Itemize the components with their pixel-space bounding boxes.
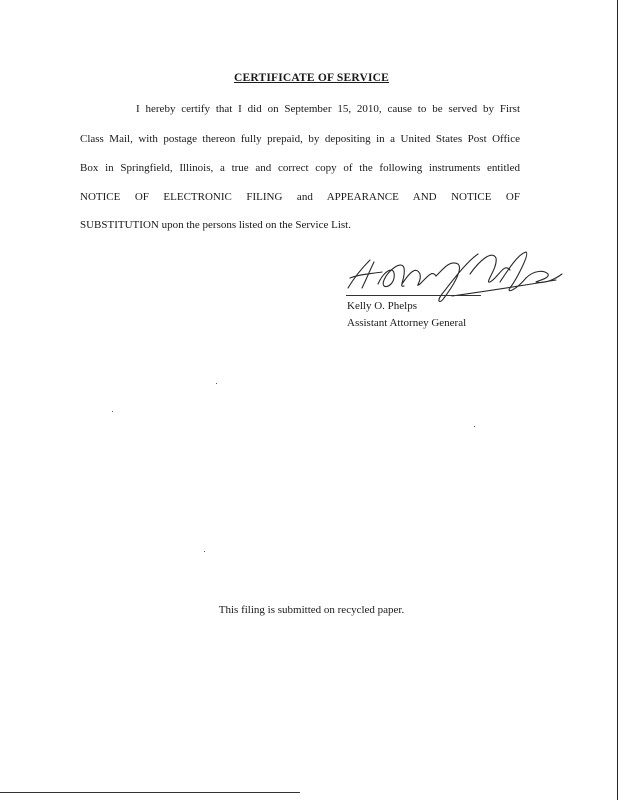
paragraph-line-1: I hereby certify that I did on September 15, 2010, cause to be served by First xyxy=(136,103,520,115)
scan-edge-right xyxy=(617,0,618,800)
paragraph-line-5: SUBSTITUTION upon the persons listed on the Service List. xyxy=(80,219,351,231)
signature-line xyxy=(346,295,481,296)
scan-speck xyxy=(216,383,217,384)
paragraph-line-3: Box in Springfield, Illinois, a true and correct copy of the following instruments entitled xyxy=(80,162,520,174)
scan-speck xyxy=(112,411,113,412)
scan-speck xyxy=(204,551,205,552)
signatory-title: Assistant Attorney General xyxy=(347,317,467,329)
paragraph-line-4: NOTICE OF ELECTRONIC FILING and APPEARANCE AND NOTICE OF xyxy=(80,191,520,203)
scan-speck xyxy=(474,426,475,427)
certificate-title: CERTIFICATE OF SERVICE xyxy=(233,72,390,84)
scan-edge-bottom xyxy=(0,792,300,793)
signatory-name: Kelly O. Phelps xyxy=(347,300,417,312)
recycled-paper-note: This filing is submitted on recycled paper. xyxy=(218,604,405,616)
paragraph-line-2: Class Mail, with postage thereon fully prepaid, by depositing in a United States Post Office xyxy=(80,133,520,145)
